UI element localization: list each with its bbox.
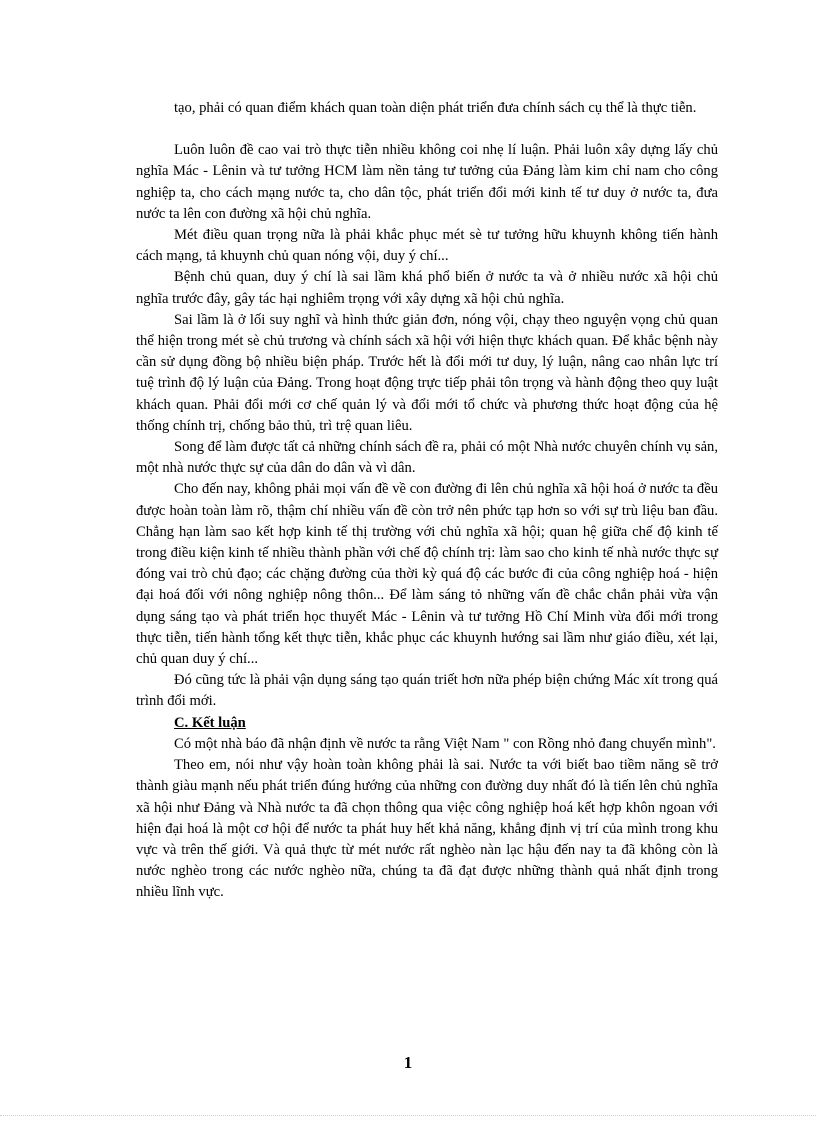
paragraph-subjectivism: Bệnh chủ quan, duy ý chí là sai lầm khá phổ biến ở nước ta và ở nhiều nước xã hội chủ nghĩa trước đây, gây tác hại nghiêm trọng với xây dựng xã hội chủ nghĩa. xyxy=(136,269,718,307)
body-text xyxy=(136,98,718,904)
paragraph-theory-practice: Luôn luôn đề cao vai trò thực tiễn nhiều không coi nhẹ lí luận. Phải luôn xây dựng lấy chủ nghĩa Mác - Lênin và tư tưởng HCM làm nền tảng tư tưởng của Đảng làm kim chỉ nam cho công nghiệp ta, cho cách mạng nước ta, cho dân tộc, phát triển đổi mới kinh tế tư duy ở nước ta, đưa nước ta lên con đường xã hội chủ nghĩa. xyxy=(136,142,718,222)
paragraph-dialectics: Đó cũng tức là phải vận dụng sáng tạo quán triết hơn nữa phép biện chứng Mác xít trong quá trình đổi mới. xyxy=(136,672,718,710)
paragraph-open-questions: Cho đến nay, không phải mọi vấn đề về con đường đi lên chủ nghĩa xã hội hoá ở nước ta đều được hoàn toàn làm rõ, thậm chí nhiều vấn đề còn trở nên phức tạp hơn so với sự trù liệu ban đầu. Chẳng hạn làm sao kết hợp kinh tế thị trường với chủ nghĩa xã hội; quan hệ giữa chế độ kinh tế trong điều kiện kinh tế nhiều thành phần với chế độ chính trị: làm sao cho kinh tế nhà nước thực sự đóng vai trò chủ đạo; các chặng đường của thời kỳ quá độ các bước đi của công nghiệp hoá - hiện đại hoá đối với nông nghiệp nông thôn... Để làm sáng tỏ những vấn đề chắc chắn phải vừa vận dụng sáng tạo và phát triển học thuyết Mác - Lênin và tư tưởng Hồ Chí Minh vừa đổi mới trong thực tiễn, tiến hành tổng kết thực tiễn, khắc phục các khuynh hướng sai lầm như giáo điều, xét lại, chủ quan duy ý chí... xyxy=(136,481,718,668)
paragraph-mistakes: Sai lầm là ở lối suy nghĩ và hình thức giản đơn, nóng vội, chạy theo nguyện vọng chủ quan thể hiện trong mét sè chủ trương và chính sách xã hội với hiện thực khách quan. Để khắc bệnh này cần sử dụng đồng bộ nhiều biện pháp. Trước hết là đổi mới tư duy, lý luận, nâng cao nhân lực trí tuệ trình độ lý luận của Đảng. Trong hoạt động trực tiếp phải tôn trọng và hành động theo quy luật khách quan. Phải đổi mới cơ chế quản lý và đổi mới tổ chức và phương thức hoạt động của hệ thống chính trị, chống bảo thủ, trì trệ quan liêu. xyxy=(136,311,718,434)
paragraph-state: Song để làm được tất cả những chính sách đề ra, phải có một Nhà nước chuyên chính vụ sản, một nhà nước thực sự của dân do dân và vì dân. xyxy=(136,439,718,477)
paragraph-journalist-quote: Có một nhà báo đã nhận định về nước ta rằng Việt Nam " con Rồng nhỏ đang chuyển mình". xyxy=(174,735,716,752)
paragraph-intro-continuation: tạo, phải có quan điểm khách quan toàn diện phát triển đưa chính sách cụ thể là thực tiễn. xyxy=(174,100,697,116)
paragraph-conclusion-opinion: Theo em, nói như vậy hoàn toàn không phải là sai. Nước ta với biết bao tiềm năng sẽ trở thành giàu mạnh nếu phát triển đúng hướng của những con đường duy nhất đó là tiến lên chủ nghĩa xã hội như Đảng và Nhà nước ta đã chọn thông qua việc công nghiệp hoá kết hợp khôn ngoan với hiện đại hoá là một cơ hội để nước ta phát huy hết khả năng, khẳng định vị trí của mình trong khu vực và trên thế giới. Và quả thực từ mét nước rất nghèo nàn lạc hậu đến nay ta đã không còn là nước nghèo trong các nước nghèo nữa, chúng ta đã đạt được những thành quả nhất định trong nhiều lĩnh vực. xyxy=(136,757,718,901)
page-bottom-divider xyxy=(0,1115,816,1116)
page-number: 1 xyxy=(403,1053,413,1072)
paragraph-overcome-tendencies: Mét điều quan trọng nữa là phải khắc phục mét sè tư tưởng hữu khuynh không tiến hành cách mạng, tả khuynh chủ quan nóng vội, duy ý chí... xyxy=(136,227,718,265)
section-heading-conclusion: C. Kết luận xyxy=(174,714,246,731)
